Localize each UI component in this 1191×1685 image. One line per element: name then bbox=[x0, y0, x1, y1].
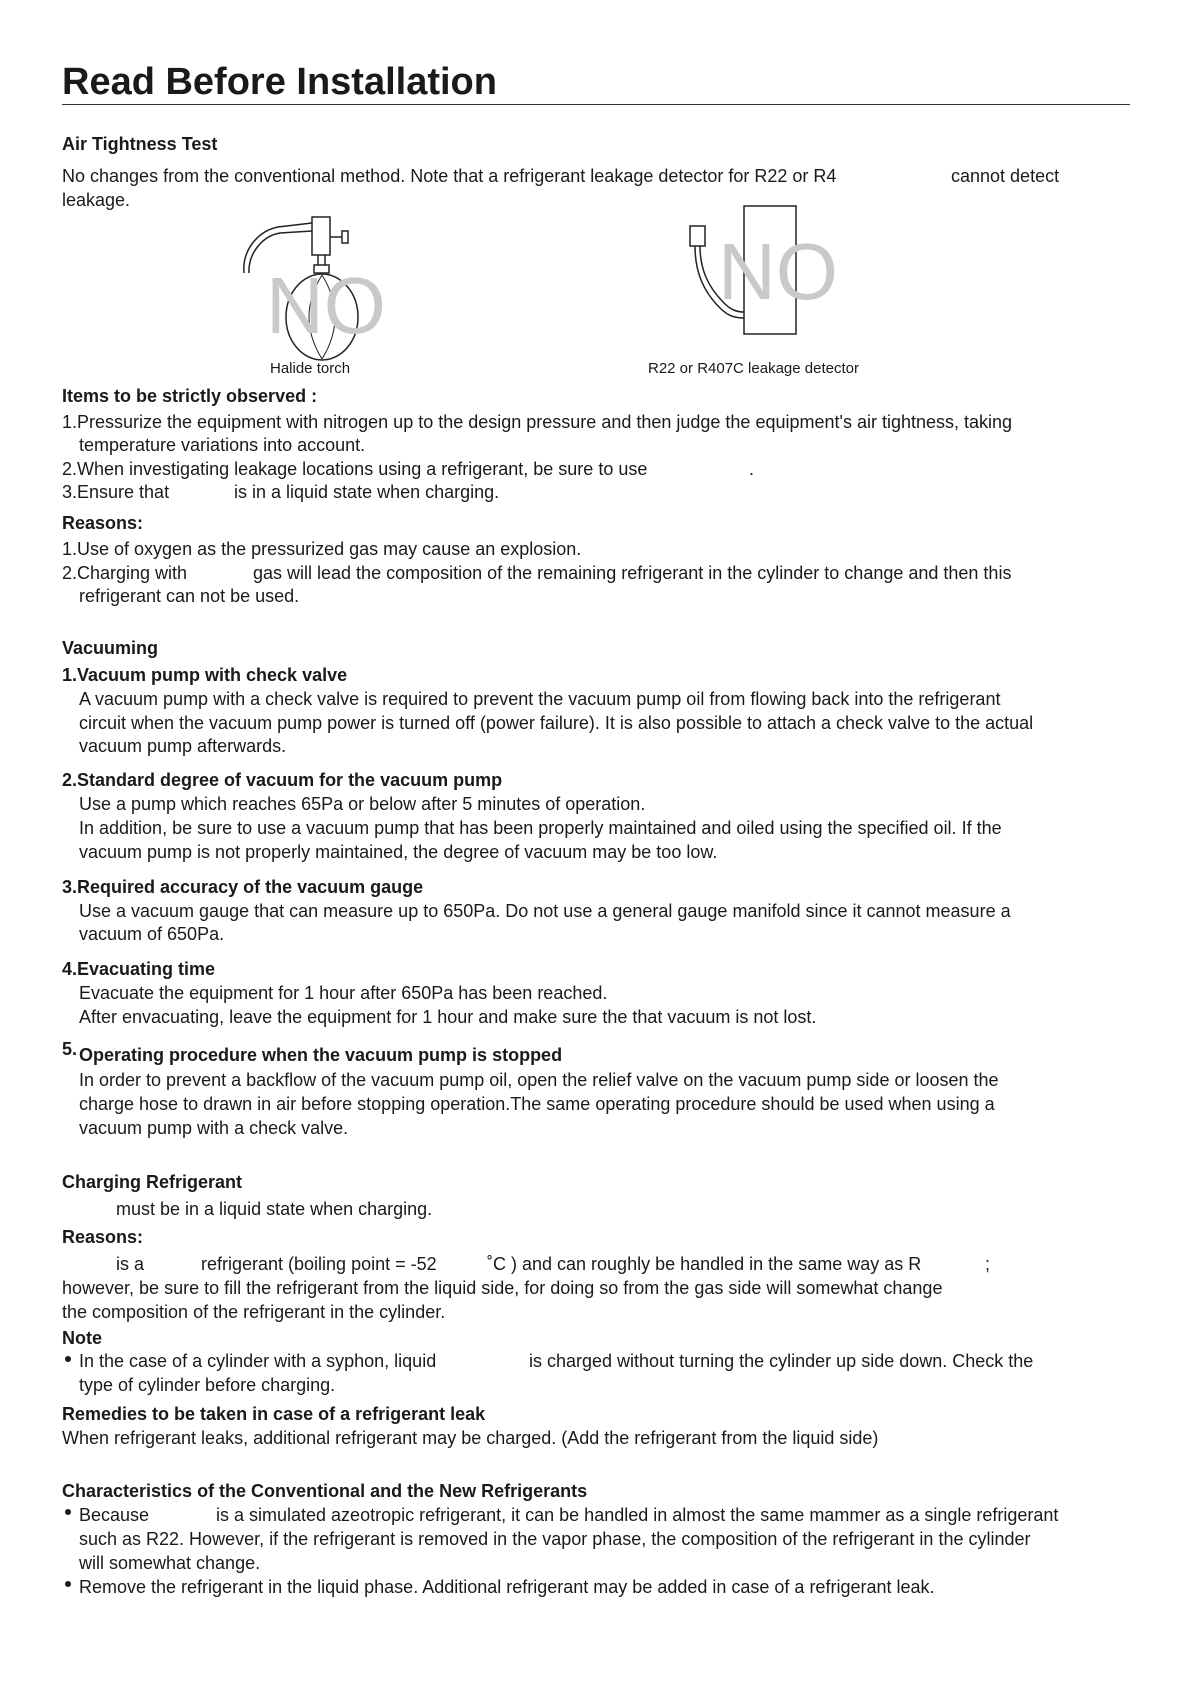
characteristics-text: Because bbox=[79, 1505, 150, 1525]
vacuum-section-3-line: Use a vacuum gauge that can measure up to 650Pa. Do not use a general gauge manifold since it cannot measure a bbox=[79, 901, 1011, 921]
items-observed-heading: Items to be strictly observed : bbox=[62, 386, 318, 406]
vacuum-section-3-title: 3.Required accuracy of the vacuum gauge bbox=[62, 877, 424, 897]
vacuum-section-5-number: 5. bbox=[62, 1039, 78, 1059]
characteristics-bullet bbox=[65, 1509, 71, 1515]
leakage-detector-caption: R22 or R407C leakage detector bbox=[648, 360, 859, 377]
characteristics-bullet bbox=[65, 1581, 71, 1587]
observed-item-3: 3.Ensure that bbox=[62, 482, 170, 502]
vacuum-section-4-line: After envacuating, leave the equipment for 1 hour and make sure the that vacuum is not lost. bbox=[79, 1007, 817, 1027]
reasons-heading: Reasons: bbox=[62, 513, 144, 533]
vacuum-section-5-title: Operating procedure when the vacuum pump is stopped bbox=[79, 1045, 563, 1065]
vacuum-section-4-line: Evacuate the equipment for 1 hour after 650Pa has been reached. bbox=[79, 983, 608, 1003]
reason-2-line2: refrigerant can not be used. bbox=[79, 586, 300, 606]
note-text: In the case of a cylinder with a syphon, liquid bbox=[79, 1351, 437, 1371]
characteristics-text: will somewhat change. bbox=[79, 1553, 261, 1573]
charging-reason-part: ; bbox=[985, 1254, 991, 1274]
observed-item-2-end: . bbox=[749, 459, 755, 479]
charging-line: must be in a liquid state when charging. bbox=[116, 1199, 433, 1219]
title-rule bbox=[62, 104, 1130, 105]
vacuum-section-2-title: 2.Standard degree of vacuum for the vacuum pump bbox=[62, 770, 503, 790]
vacuum-section-2-line: Use a pump which reaches 65Pa or below after 5 minutes of operation. bbox=[79, 794, 646, 814]
vacuum-section-1-line: vacuum pump afterwards. bbox=[79, 736, 287, 756]
vacuuming-heading: Vacuuming bbox=[62, 638, 159, 658]
vacuum-section-1-line: A vacuum pump with a check valve is required to prevent the vacuum pump oil from flowing back into the refrigerant bbox=[79, 689, 1001, 709]
charging-reasons-heading: Reasons: bbox=[62, 1227, 144, 1247]
observed-item-1: 1.Pressurize the equipment with nitrogen up to the design pressure and then judge the equipment's air tightness, taking bbox=[62, 412, 1013, 432]
note-text: is charged without turning the cylinder up side down. Check the bbox=[529, 1351, 1034, 1371]
vacuum-section-5-line: In order to prevent a backflow of the vacuum pump oil, open the relief valve on the vacuum pump side or loosen the bbox=[79, 1070, 999, 1090]
vacuum-section-2-line: vacuum pump is not properly maintained, the degree of vacuum may be too low. bbox=[79, 842, 718, 862]
characteristics-heading: Characteristics of the Conventional and the New Refrigerants bbox=[62, 1481, 588, 1501]
observed-item-2: 2.When investigating leakage locations using a refrigerant, be sure to use bbox=[62, 459, 648, 479]
note-heading: Note bbox=[62, 1328, 102, 1348]
charging-reason-part: is a bbox=[116, 1254, 145, 1274]
observed-item-3-end: is in a liquid state when charging. bbox=[234, 482, 500, 502]
note-bullet bbox=[65, 1356, 71, 1362]
halide-torch-caption: Halide torch bbox=[270, 360, 351, 377]
charging-reason-line: the composition of the refrigerant in the cylinder. bbox=[62, 1302, 446, 1322]
air-tightness-intro-end: cannot detect bbox=[951, 166, 1060, 186]
vacuum-section-5-line: vacuum pump with a check valve. bbox=[79, 1118, 349, 1138]
reason-2-cont: gas will lead the composition of the remaining refrigerant in the cylinder to change and then this bbox=[253, 563, 1012, 583]
vacuum-section-3-line: vacuum of 650Pa. bbox=[79, 924, 225, 944]
remedies-heading: Remedies to be taken in case of a refrigerant leak bbox=[62, 1404, 486, 1424]
page-title: Read Before Installation bbox=[62, 61, 497, 103]
air-tightness-heading: Air Tightness Test bbox=[62, 134, 218, 154]
charging-reason-part: refrigerant (boiling point = -52 bbox=[201, 1254, 437, 1274]
vacuum-section-1-line: circuit when the vacuum pump power is turned off (power failure). It is also possible to attach a check valve to the actual bbox=[79, 713, 1034, 733]
air-tightness-intro-line2: leakage. bbox=[62, 190, 131, 210]
reason-2: 2.Charging with bbox=[62, 563, 188, 583]
vacuum-section-4-title: 4.Evacuating time bbox=[62, 959, 216, 979]
vacuum-section-2-line: In addition, be sure to use a vacuum pump that has been properly maintained and oiled using the specified oil. If the bbox=[79, 818, 1002, 838]
remedies-text: When refrigerant leaks, additional refrigerant may be charged. (Add the refrigerant from the liquid side) bbox=[62, 1428, 879, 1448]
leakage-detector-no-mark: NO bbox=[718, 227, 838, 316]
vacuum-section-5-line: charge hose to drawn in air before stopping operation.The same operating procedure should be used when using a bbox=[79, 1094, 995, 1114]
vacuum-section-1-title: 1.Vacuum pump with check valve bbox=[62, 665, 348, 685]
characteristics-text: is a simulated azeotropic refrigerant, it can be handled in almost the same mammer as a single refrigerant bbox=[216, 1505, 1059, 1525]
charging-reason-part: ˚C ) and can roughly be handled in the same way as R bbox=[487, 1254, 922, 1274]
reason-1: 1.Use of oxygen as the pressurized gas may cause an explosion. bbox=[62, 539, 582, 559]
halide-torch-no-mark: NO bbox=[266, 261, 386, 350]
characteristics-text: Remove the refrigerant in the liquid phase. Additional refrigerant may be added in case of a refrigerant leak. bbox=[79, 1577, 935, 1597]
charging-heading: Charging Refrigerant bbox=[62, 1172, 243, 1192]
charging-reason-line: however, be sure to fill the refrigerant from the liquid side, for doing so from the gas side will somewhat change bbox=[62, 1278, 943, 1298]
characteristics-text: such as R22. However, if the refrigerant is removed in the vapor phase, the composition of the refrigerant in the cylinder bbox=[79, 1529, 1031, 1549]
air-tightness-intro: No changes from the conventional method. Note that a refrigerant leakage detector for R22 or R4 bbox=[62, 166, 837, 186]
note-text: type of cylinder before charging. bbox=[79, 1375, 336, 1395]
observed-item-1-cont: temperature variations into account. bbox=[79, 435, 366, 455]
